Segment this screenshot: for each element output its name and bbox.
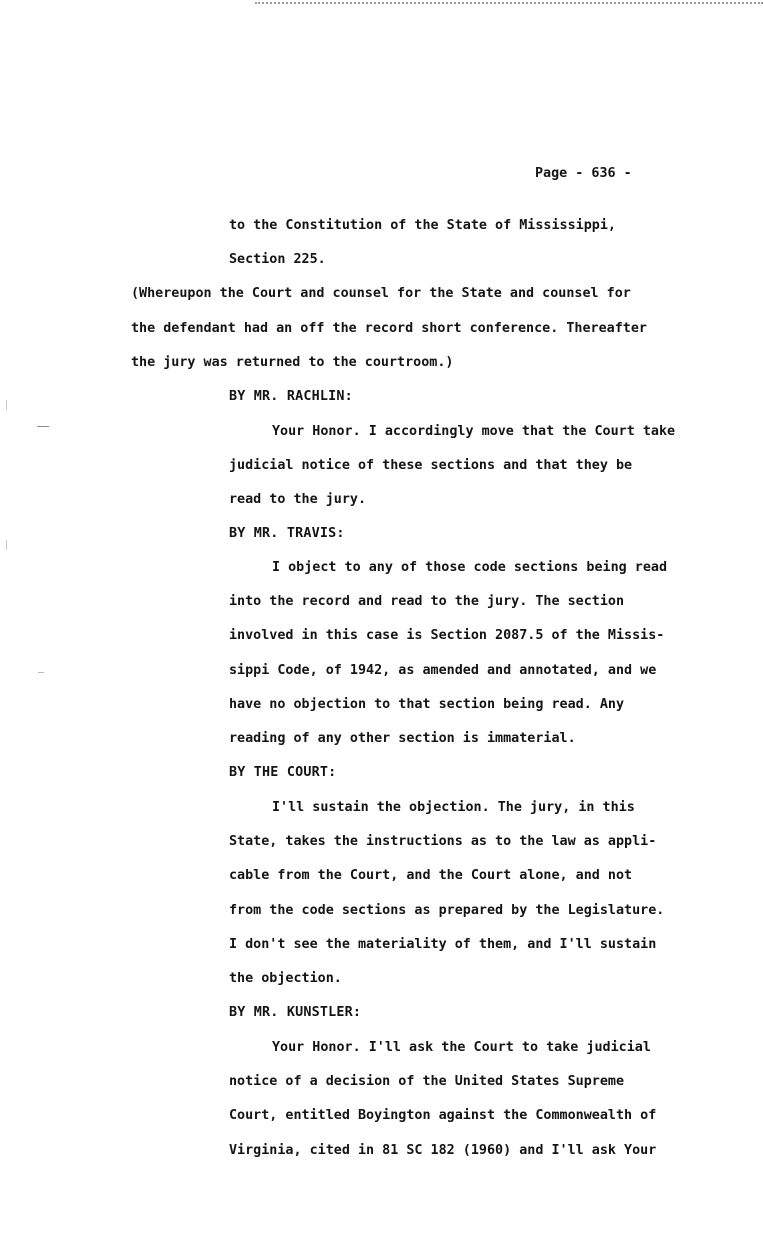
transcript-line: (Whereupon the Court and counsel for the State and counsel for: [131, 286, 631, 301]
transcript-line: Your Honor. I'll ask the Court to take judicial: [272, 1040, 651, 1055]
transcript-line: cable from the Court, and the Court alone, and not: [229, 868, 633, 883]
transcript-line: State, takes the instructions as to the law as appli-: [229, 834, 657, 849]
transcript-line: notice of a decision of the United States Supreme: [229, 1074, 625, 1089]
transcript-line: into the record and read to the jury. The section: [229, 594, 625, 609]
transcript-line: I don't see the materiality of them, and I'll sustain: [229, 937, 657, 952]
transcript-line: I object to any of those code sections being read: [272, 560, 668, 575]
speaker-label: BY MR. TRAVIS:: [229, 526, 345, 541]
transcript-line: reading of any other section is immaterial.: [229, 731, 576, 746]
transcript-line: Court, entitled Boyington against the Commonwealth of: [229, 1108, 657, 1123]
scan-mark: [6, 400, 7, 410]
transcript-line: Virginia, cited in 81 SC 182 (1960) and I'll ask Your: [229, 1143, 657, 1158]
transcript-line: read to the jury.: [229, 492, 367, 507]
transcript-line: to the Constitution of the State of Mississippi,: [229, 218, 616, 233]
transcript-line: have no objection to that section being read. Any: [229, 697, 625, 712]
scan-mark: [37, 426, 49, 427]
transcript-line: judicial notice of these sections and that they be: [229, 458, 633, 473]
transcript-line: Section 225.: [229, 252, 326, 267]
scan-mark: [6, 540, 7, 550]
speaker-label: BY THE COURT:: [229, 765, 337, 780]
transcript-line: the defendant had an off the record short conference. Thereafter: [131, 321, 647, 336]
page-header: Page - 636 -: [535, 166, 632, 181]
speaker-label: BY MR. RACHLIN:: [229, 389, 353, 404]
transcript-line: the objection.: [229, 971, 342, 986]
speaker-label: BY MR. KUNSTLER:: [229, 1005, 362, 1020]
transcript-line: sippi Code, of 1942, as amended and annotated, and we: [229, 663, 657, 678]
transcript-line: from the code sections as prepared by the Legislature.: [229, 903, 665, 918]
scan-mark: [38, 672, 44, 673]
transcript-line: I'll sustain the objection. The jury, in this: [272, 800, 635, 815]
top-edge-rule: [255, 2, 763, 4]
transcript-line: involved in this case is Section 2087.5 of the Missis-: [229, 628, 665, 643]
transcript-line: the jury was returned to the courtroom.): [131, 355, 454, 370]
transcript-line: Your Honor. I accordingly move that the Court take: [272, 424, 676, 439]
